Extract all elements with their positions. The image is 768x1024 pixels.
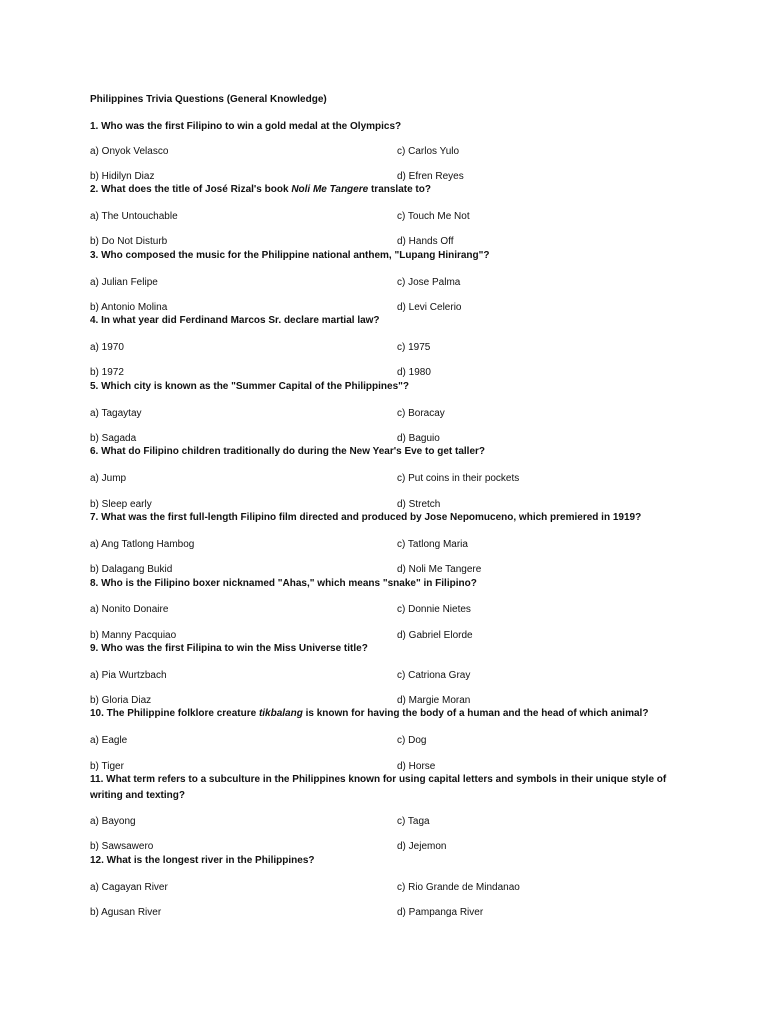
option-4c: c) 1975 bbox=[397, 342, 431, 353]
question-10: 10. The Philippine folklore creature tikbalang is known for having the body of a human and the head of which animal? bbox=[90, 708, 649, 719]
question-12: 12. What is the longest river in the Philippines? bbox=[90, 855, 315, 866]
option-10a: a) Eagle bbox=[90, 735, 128, 746]
option-9a: a) Pia Wurtzbach bbox=[90, 670, 167, 681]
option-9c: c) Catriona Gray bbox=[397, 670, 471, 681]
option-6b: b) Sleep early bbox=[90, 499, 152, 510]
option-11c: c) Taga bbox=[397, 816, 430, 827]
option-10c: c) Dog bbox=[397, 735, 427, 746]
option-7c: c) Tatlong Maria bbox=[397, 539, 468, 550]
question-6: 6. What do Filipino children traditionally do during the New Year's Eve to get taller? bbox=[90, 446, 486, 457]
question-8: 8. Who is the Filipino boxer nicknamed "Ahas," which means "snake" in Filipino? bbox=[90, 578, 477, 589]
option-1d: d) Efren Reyes bbox=[397, 171, 464, 182]
option-5a: a) Tagaytay bbox=[90, 408, 142, 419]
option-9d: d) Margie Moran bbox=[397, 695, 471, 706]
option-8b: b) Manny Pacquiao bbox=[90, 630, 177, 641]
question-3: 3. Who composed the music for the Philippine national anthem, "Lupang Hinirang"? bbox=[90, 250, 490, 261]
question-9: 9. Who was the first Filipina to win the Miss Universe title? bbox=[90, 643, 368, 654]
option-3c: c) Jose Palma bbox=[397, 277, 461, 288]
option-12b: b) Agusan River bbox=[90, 907, 162, 918]
option-1b: b) Hidilyn Diaz bbox=[90, 171, 155, 182]
option-9b: b) Gloria Diaz bbox=[90, 695, 152, 706]
option-2b: b) Do Not Disturb bbox=[90, 236, 168, 247]
option-3a: a) Julian Felipe bbox=[90, 277, 158, 288]
option-6c: c) Put coins in their pockets bbox=[397, 473, 520, 484]
option-5c: c) Boracay bbox=[397, 408, 445, 419]
option-1a: a) Onyok Velasco bbox=[90, 146, 169, 157]
option-2c: c) Touch Me Not bbox=[397, 211, 470, 222]
page-title: Philippines Trivia Questions (General Knowledge) bbox=[90, 94, 327, 105]
option-8a: a) Nonito Donaire bbox=[90, 604, 169, 615]
option-4b: b) 1972 bbox=[90, 367, 124, 378]
question-4: 4. In what year did Ferdinand Marcos Sr. declare martial law? bbox=[90, 315, 380, 326]
option-2d: d) Hands Off bbox=[397, 236, 454, 247]
option-12c: c) Rio Grande de Mindanao bbox=[397, 882, 520, 893]
option-5d: d) Baguio bbox=[397, 433, 440, 444]
option-11d: d) Jejemon bbox=[397, 841, 447, 852]
question-7: 7. What was the first full-length Filipino film directed and produced by Jose Nepomuceno, which premiered in 1919? bbox=[90, 512, 642, 523]
option-11b: b) Sawsawero bbox=[90, 841, 154, 852]
question-5: 5. Which city is known as the "Summer Capital of the Philippines"? bbox=[90, 381, 409, 392]
option-7b: b) Dalagang Bukid bbox=[90, 564, 173, 575]
option-3b: b) Antonio Molina bbox=[90, 302, 168, 313]
question-2: 2. What does the title of José Rizal's book Noli Me Tangere translate to? bbox=[90, 184, 431, 195]
question-1: 1. Who was the first Filipino to win a gold medal at the Olympics? bbox=[90, 121, 402, 132]
option-8c: c) Donnie Nietes bbox=[397, 604, 471, 615]
option-6d: d) Stretch bbox=[397, 499, 441, 510]
option-4d: d) 1980 bbox=[397, 367, 431, 378]
option-7d: d) Noli Me Tangere bbox=[397, 564, 482, 575]
option-5b: b) Sagada bbox=[90, 433, 137, 444]
option-7a: a) Ang Tatlong Hambog bbox=[90, 539, 195, 550]
question-11: 11. What term refers to a subculture in the Philippines known for using capital letters and symbols in their unique style of writing and texting? bbox=[90, 774, 667, 801]
option-10d: d) Horse bbox=[397, 761, 436, 772]
option-8d: d) Gabriel Elorde bbox=[397, 630, 473, 641]
option-12a: a) Cagayan River bbox=[90, 882, 168, 893]
option-2a: a) The Untouchable bbox=[90, 211, 178, 222]
option-4a: a) 1970 bbox=[90, 342, 124, 353]
option-10b: b) Tiger bbox=[90, 761, 124, 772]
option-3d: d) Levi Celerio bbox=[397, 302, 462, 313]
option-12d: d) Pampanga River bbox=[397, 907, 484, 918]
option-6a: a) Jump bbox=[90, 473, 127, 484]
option-1c: c) Carlos Yulo bbox=[397, 146, 460, 157]
option-11a: a) Bayong bbox=[90, 816, 136, 827]
